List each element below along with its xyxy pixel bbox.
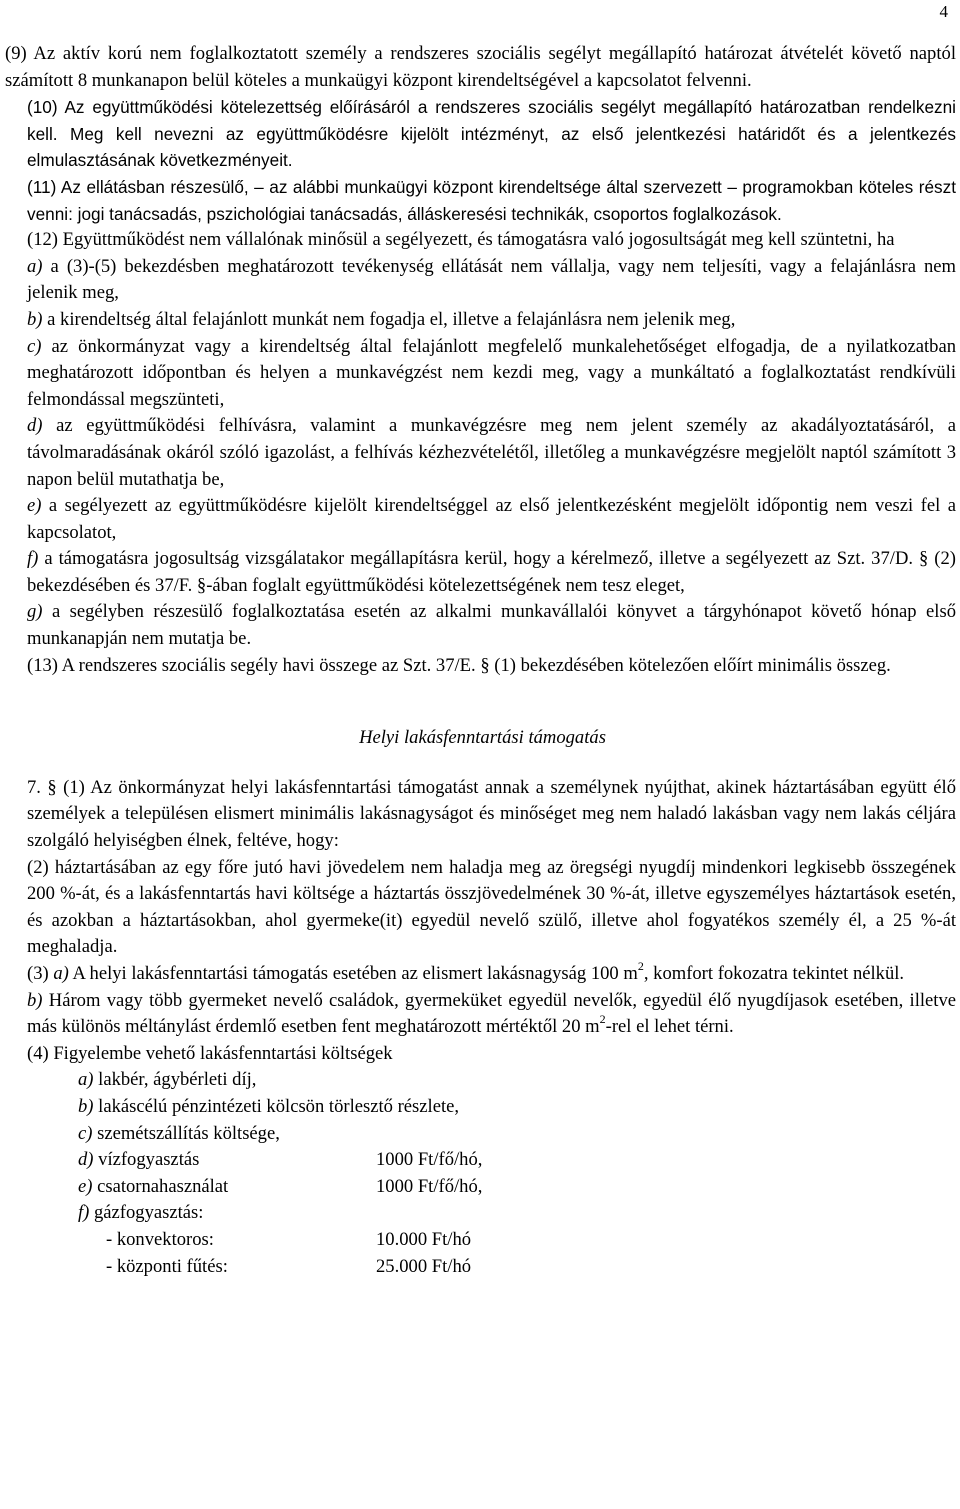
cost-item-a: a) lakbér, ágybérleti díj,: [78, 1069, 257, 1091]
paragraph-13: (13) A rendszeres szociális segély havi összege az Szt. 37/E. § (1) bekezdésében kötelezően előírt minimális összeg.: [27, 654, 891, 676]
cost-value: 25.000 Ft/hó: [376, 1255, 472, 1277]
paragraph-10: [5, 94, 956, 174]
section-7-para-2: (2) háztartásában az egy főre jutó havi jövedelem nem haladja meg az öregségi nyugdíj mindenkori legkisebb összegének 200 %-át, és a lakásfenntartás havi költsége a háztartás összjövedelmének 30 %-át, illetve egyszemélyes háztartások esetén, és azokban a háztartásokban, ahol gyermeke(it) egyedül nevelő szülő, illetve ahol fogyatékos személy él, a 25 %-át meghaladja.: [27, 856, 956, 958]
cost-item-f: f) gázfogyasztás:: [78, 1202, 204, 1224]
item-text: a segélyezett az együttműködésre kijelölt kirendeltséggel az első jelentkezésként megjelölt időpontig nem veszi fel a kapcsolatot,: [27, 495, 956, 543]
paragraph-10-second: Meg kell nevezni az együttműködésre kijelölt intézményt, az első jelentkezési határidőt és a jelentkezés elmulasztásának következményeit.: [27, 123, 956, 171]
cost-item-e: e) csatornahasználat 1000 Ft/fő/hó,: [5, 1174, 956, 1201]
cost-value: 1000 Ft/fő/hó,: [376, 1175, 483, 1197]
section-7-para-4: (4) Figyelembe vehető lakásfenntartási költségek: [27, 1042, 393, 1064]
section-heading: Helyi lakásfenntartási támogatás: [359, 727, 606, 749]
item-text: az önkormányzat vagy a kirendeltség által felajánlott megfelelő munkalehetőséget elfogadja, de a nyilatkozatban meghatározott időpontban és helyen a munkavégzést nem kezdi meg, vagy a munkáltató a foglalkoztatást rendkívüli felmondással megszünteti,: [27, 335, 956, 410]
section-7-para-1: 7. § (1) Az önkormányzat helyi lakásfenntartási támogatást annak a személynek nyújthat, akinek háztartásában együtt élő személyek a településen elismert minimális lakásnagyságot és minőséget meg nem haladó lakásban vagy nem lakás céljára szolgáló helyiségben élnek, feltéve, hogy:: [27, 776, 956, 852]
section-7-para-3b: b) Három vagy több gyermeket nevelő családok, gyermeküket egyedül nevelők, egyedül élő nyugdíjasok esetében, illetve más különös méltánylást érdemlő esetben fent meghatározott mértéktől 20 $m^2$-rel el lehet térni.: [27, 989, 956, 1038]
list-item-12-e: [5, 493, 956, 546]
list-12: [5, 254, 956, 653]
list-item-12-f: [5, 546, 956, 599]
list-item-12-a: [5, 254, 956, 307]
cost-item-d: d) vízfogyasztás 1000 Ft/fő/hó,: [5, 1147, 956, 1174]
item-label: b): [27, 989, 43, 1011]
item-label: e): [27, 495, 42, 517]
item-label: a): [27, 255, 43, 277]
item-text: a támogatásra jogosultság vizsgálatakor megállapításra kerül, hogy a kérelmező, illetve a segélyezett az Szt. 37/D. § (2) bekezdésében és 37/F. §-ában foglalt együttműködési kötelezettségének nem tesz eleget,: [27, 548, 956, 596]
cost-list: [5, 1067, 956, 1280]
item-text: a kirendeltség által felajánlott munkát nem fogadja el, illetve a felajánlásra nem jelenik meg,: [42, 308, 736, 330]
cost-value: 1000 Ft/fő/hó,: [376, 1149, 483, 1171]
gas-item-convector: - konvektoros: 10.000 Ft/hó: [5, 1227, 956, 1254]
paragraph-10-first: (10) Az együttműködési kötelezettség előírásáról a rendszeres szociális segélyt megállapító határozatban rendelkezni kell.: [27, 97, 956, 144]
item-label: b): [27, 308, 43, 330]
item-text: a segélyben részesülő foglalkoztatása esetén az alkalmi munkavállalói könyvet a tárgyhónapot követő hónap első munkanapján nem mutatja be.: [27, 601, 956, 650]
gas-item-central-heating: - központi fűtés: 25.000 Ft/hó: [5, 1254, 956, 1281]
document-body: [5, 41, 956, 1280]
cost-item-b: b) lakáscélú pénzintézeti kölcsön törlesztő részlete,: [78, 1095, 460, 1117]
page-number: 4: [939, 2, 948, 21]
item-label: d): [27, 415, 43, 437]
item-label: a): [53, 963, 69, 984]
list-item-12-c: [5, 334, 956, 414]
list-item-12-d: [5, 413, 956, 493]
item-label: g): [27, 601, 43, 623]
paragraph-12: (12) Együttműködést nem vállalónak minősül a segélyezett, és támogatásra való jogosultságát meg kell szüntetni, ha: [27, 229, 895, 251]
paragraph-11: (11) Az ellátásban részesülő, – az alábbi munkaügyi központ kirendeltsége által szervezett – programokban köteles részt venni: jogi tanácsadás, pszichológiai tanácsadás, álláskeresési technikák, csoportos foglalkozások.: [27, 176, 956, 224]
paragraph-9: (9) Az aktív korú nem foglalkoztatott személy a rendszeres szociális segélyt megállapító határozat átvételét követő naptól számított 8 munkanapon belül köteles a munkaügyi központ kirendeltségével a kapcsolatot felvenni.: [5, 43, 956, 91]
item-text: a (3)-(5) bekezdésben meghatározott tevékenység ellátását nem vállalja, vagy nem teljesíti, vagy a felajánlásra nem jelenik meg,: [27, 255, 956, 304]
cost-value: 10.000 Ft/hó: [376, 1228, 472, 1250]
item-label: c): [27, 335, 42, 357]
cost-item-c: c) szemétszállítás költsége,: [78, 1122, 280, 1144]
list-item-12-b: [5, 307, 956, 334]
list-item-12-g: [5, 599, 956, 652]
section-7-para-3a: (3) a) A helyi lakásfenntartási támogatás esetében az elismert lakásnagyság 100 $m^2$, komfort fokozatra tekintet nélkül.: [27, 958, 905, 984]
item-label: f): [27, 548, 39, 570]
item-text: az együttműködési felhívásra, valamint a munkavégzésre meg nem jelent személy az akadályoztatásáról, a távolmaradásának okáról szóló igazolást, a felhívás kézhezvételétől, illetőleg a munkavégzésre megjelölt naptól számított 3 napon belül mutathatja be,: [27, 415, 956, 490]
